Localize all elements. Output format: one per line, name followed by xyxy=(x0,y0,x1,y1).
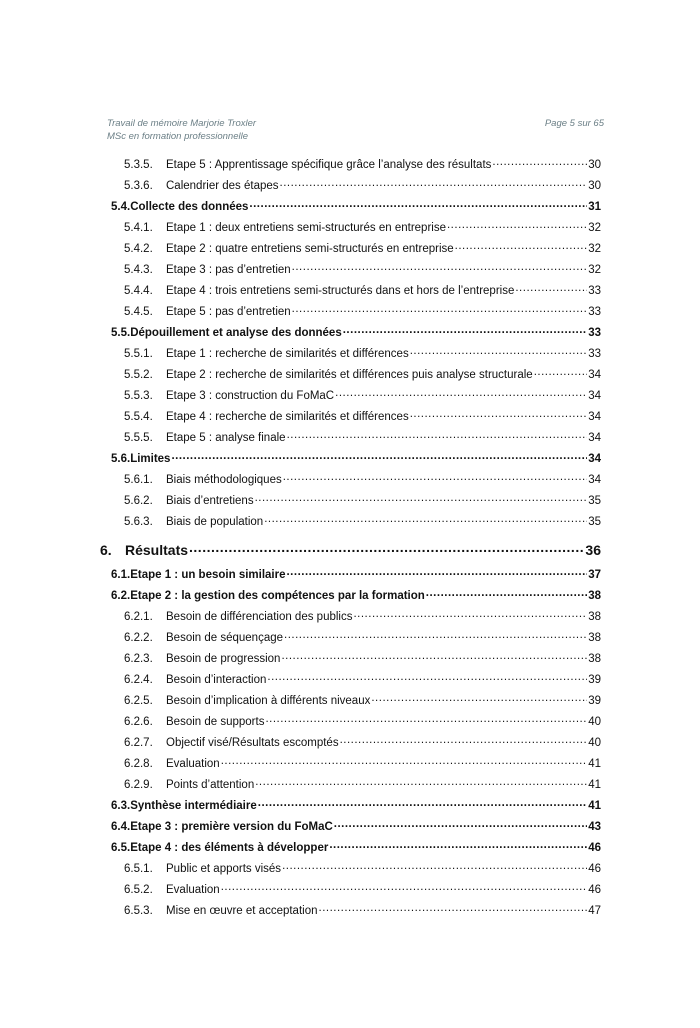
toc-entry[interactable] xyxy=(124,282,601,297)
toc-entry[interactable] xyxy=(124,240,601,255)
toc-entry[interactable] xyxy=(111,198,601,213)
toc-dot-leader xyxy=(515,282,587,294)
toc-entry[interactable] xyxy=(124,219,601,234)
header-document-title: Travail de mémoire Marjorie Troxler xyxy=(107,118,257,129)
toc-entry-page: 34 xyxy=(588,369,601,381)
toc-entry[interactable] xyxy=(124,629,601,644)
toc-entry[interactable] xyxy=(124,345,601,360)
toc-entry-page: 34 xyxy=(588,474,601,486)
toc-entry-page: 41 xyxy=(588,758,601,770)
toc-entry-title: Besoin de différenciation des publics xyxy=(166,611,353,623)
toc-entry-title: Etape 4 : recherche de similarités et différences xyxy=(166,411,409,423)
toc-entry-page: 47 xyxy=(588,905,601,917)
toc-entry[interactable] xyxy=(124,776,601,791)
toc-entry-number: 5.6. xyxy=(111,453,131,465)
toc-entry-page: 33 xyxy=(588,327,601,339)
toc-entry-title: Limites xyxy=(130,453,171,465)
toc-entry-number: 6.5.1. xyxy=(124,863,153,875)
toc-entry-number: 5.6.2. xyxy=(124,495,153,507)
toc-entry-title: Synthèse intermédiaire xyxy=(130,800,257,812)
toc-entry[interactable] xyxy=(124,492,601,507)
toc-entry-title: Besoin de supports xyxy=(166,716,265,728)
toc-entry-page: 34 xyxy=(588,390,601,402)
toc-dot-leader xyxy=(319,902,588,914)
toc-dot-leader xyxy=(335,387,587,399)
toc-dot-leader xyxy=(284,629,587,641)
toc-entry-page: 31 xyxy=(588,201,601,213)
toc-dot-leader xyxy=(255,776,587,788)
toc-entry-number: 5.4.3. xyxy=(124,264,153,276)
toc-entry-page: 32 xyxy=(588,243,601,255)
toc-dot-leader xyxy=(255,492,588,504)
toc-dot-leader xyxy=(455,240,588,252)
toc-entry[interactable] xyxy=(124,387,601,402)
toc-entry-number: 6.2.9. xyxy=(124,779,153,791)
toc-entry-number: 6.1. xyxy=(111,569,131,581)
toc-entry[interactable] xyxy=(124,650,601,665)
toc-entry-number: 5.5. xyxy=(111,327,131,339)
toc-entry-number: 6.3. xyxy=(111,800,131,812)
toc-entry[interactable] xyxy=(124,881,601,896)
toc-entry-number: 6.2.6. xyxy=(124,716,153,728)
toc-entry[interactable] xyxy=(124,471,601,486)
toc-entry-number: 5.5.3. xyxy=(124,390,153,402)
toc-dot-leader xyxy=(329,839,587,851)
toc-dot-leader xyxy=(410,345,588,357)
toc-entry-title: Objectif visé/Résultats escomptés xyxy=(166,737,339,749)
toc-entry-page: 33 xyxy=(588,348,601,360)
toc-entry-number: 6.2.8. xyxy=(124,758,153,770)
toc-entry[interactable] xyxy=(124,156,601,171)
toc-entry-page: 46 xyxy=(588,884,601,896)
toc-entry[interactable] xyxy=(100,541,601,558)
toc-entry-page: 34 xyxy=(588,411,601,423)
header-program: MSc en formation professionnelle xyxy=(107,131,248,142)
toc-entry[interactable] xyxy=(124,177,601,192)
toc-entry-page: 32 xyxy=(588,222,601,234)
toc-entry-title: Public et apports visés xyxy=(166,863,282,875)
toc-entry-title: Etape 1 : un besoin similaire xyxy=(130,569,286,581)
toc-entry-title: Etape 1 : deux entretiens semi-structurés en entreprise xyxy=(166,222,446,234)
toc-dot-leader xyxy=(287,429,588,441)
toc-entry-title: Etape 3 : pas d’entretien xyxy=(166,264,291,276)
toc-dot-leader xyxy=(258,797,587,809)
toc-entry-page: 33 xyxy=(588,285,601,297)
toc-entry[interactable] xyxy=(124,671,601,686)
toc-entry[interactable] xyxy=(124,734,601,749)
toc-entry[interactable] xyxy=(124,513,601,528)
toc-entry-title: Evaluation xyxy=(166,884,220,896)
toc-entry-number: 6.2.7. xyxy=(124,737,153,749)
toc-entry-page: 46 xyxy=(588,863,601,875)
toc-entry-page: 30 xyxy=(588,180,601,192)
toc-dot-leader xyxy=(282,860,587,872)
toc-entry-page: 43 xyxy=(588,821,601,833)
toc-entry-number: 6.5.3. xyxy=(124,905,153,917)
toc-dot-leader xyxy=(426,587,587,599)
toc-entry-title: Etape 2 : la gestion des compétences par la formation xyxy=(130,590,425,602)
toc-entry-title: Besoin de progression xyxy=(166,653,281,665)
toc-entry-title: Résultats xyxy=(125,542,189,558)
toc-entry-number: 5.6.1. xyxy=(124,474,153,486)
toc-entry[interactable] xyxy=(111,818,601,833)
toc-entry-number: 5.4.2. xyxy=(124,243,153,255)
toc-dot-leader xyxy=(283,471,587,483)
toc-entry-number: 6.2.4. xyxy=(124,674,153,686)
toc-entry-title: Etape 5 : analyse finale xyxy=(166,432,286,444)
toc-entry[interactable] xyxy=(124,408,601,423)
toc-entry-title: Collecte des données xyxy=(130,201,249,213)
toc-entry-page: 39 xyxy=(588,695,601,707)
toc-entry-number: 6.2. xyxy=(111,590,131,602)
toc-entry-title: Evaluation xyxy=(166,758,220,770)
toc-entry-title: Etape 5 : pas d’entretien xyxy=(166,306,291,318)
toc-entry-page: 40 xyxy=(588,737,601,749)
header-page-number: Page 5 sur 65 xyxy=(544,118,604,129)
toc-entry[interactable] xyxy=(124,429,601,444)
toc-dot-leader xyxy=(221,881,587,893)
toc-entry[interactable] xyxy=(124,902,601,917)
toc-entry[interactable] xyxy=(124,303,601,318)
toc-dot-leader xyxy=(264,513,587,525)
toc-entry-title: Etape 5 : Apprentissage spécifique grâce l’analyse des résultats xyxy=(166,159,492,171)
toc-entry-title: Etape 3 : construction du FoMaC xyxy=(166,390,335,402)
toc-dot-leader xyxy=(534,366,588,378)
toc-entry-title: Points d’attention xyxy=(166,779,255,791)
toc-dot-leader xyxy=(267,671,587,683)
toc-entry-title: Dépouillement et analyse des données xyxy=(130,327,342,339)
toc-dot-leader xyxy=(353,608,587,620)
toc-entry-title: Calendrier des étapes xyxy=(166,180,279,192)
toc-entry-number: 6.2.2. xyxy=(124,632,153,644)
toc-entry-page: 33 xyxy=(588,306,601,318)
toc-entry-page: 46 xyxy=(588,842,601,854)
toc-entry-number: 6.5. xyxy=(111,842,131,854)
toc-entry-title: Etape 2 : quatre entretiens semi-structurés en entreprise xyxy=(166,243,454,255)
toc-entry-title: Biais de population xyxy=(166,516,264,528)
toc-dot-leader xyxy=(371,692,587,704)
toc-entry-number: 5.3.5. xyxy=(124,159,153,171)
toc-dot-leader xyxy=(447,219,587,231)
page-header xyxy=(107,117,604,143)
toc-entry-page: 41 xyxy=(588,779,601,791)
toc-entry-number: 5.5.5. xyxy=(124,432,153,444)
toc-entry[interactable] xyxy=(124,692,601,707)
toc-entry-page: 40 xyxy=(588,716,601,728)
toc-entry-number: 5.3.6. xyxy=(124,180,153,192)
toc-entry-page: 35 xyxy=(588,516,601,528)
toc-entry-page: 35 xyxy=(588,495,601,507)
toc-entry-number: 5.4.1. xyxy=(124,222,153,234)
toc-entry-number: 5.4. xyxy=(111,201,131,213)
toc-dot-leader xyxy=(343,324,587,336)
toc-entry-page: 30 xyxy=(588,159,601,171)
toc-dot-leader xyxy=(292,261,588,273)
toc-dot-leader xyxy=(340,734,588,746)
toc-entry-page: 37 xyxy=(588,569,601,581)
toc-entry-title: Etape 4 : des éléments à développer xyxy=(130,842,329,854)
toc-entry[interactable] xyxy=(124,860,601,875)
toc-entry-title: Biais d’entretiens xyxy=(166,495,254,507)
toc-entry-number: 5.5.4. xyxy=(124,411,153,423)
toc-entry-page: 38 xyxy=(588,632,601,644)
toc-entry-title: Biais méthodologiques xyxy=(166,474,282,486)
toc-dot-leader xyxy=(410,408,588,420)
toc-entry-number: 6.4. xyxy=(111,821,131,833)
toc-dot-leader xyxy=(334,818,587,830)
toc-dot-leader xyxy=(189,541,584,555)
toc-entry-page: 39 xyxy=(588,674,601,686)
toc-entry-title: Besoin de séquençage xyxy=(166,632,284,644)
toc-entry-title: Mise en œuvre et acceptation xyxy=(166,905,318,917)
toc-entry-number: 6.5.2. xyxy=(124,884,153,896)
toc-entry[interactable] xyxy=(111,450,601,465)
toc-entry[interactable] xyxy=(124,366,601,381)
toc-entry-title: Besoin d’implication à différents niveaux xyxy=(166,695,371,707)
toc-dot-leader xyxy=(280,177,588,189)
toc-entry-number: 5.4.5. xyxy=(124,306,153,318)
toc-entry[interactable] xyxy=(124,608,601,623)
toc-entry-title: Etape 3 : première version du FoMaC xyxy=(130,821,333,833)
toc-entry[interactable] xyxy=(111,566,601,581)
toc-entry-page: 38 xyxy=(588,653,601,665)
toc-entry-page: 36 xyxy=(585,542,601,558)
toc-dot-leader xyxy=(286,566,587,578)
toc-dot-leader xyxy=(265,713,587,725)
toc-entry[interactable] xyxy=(124,755,601,770)
toc-entry[interactable] xyxy=(124,261,601,276)
toc-dot-leader xyxy=(171,450,587,462)
toc-dot-leader xyxy=(221,755,587,767)
toc-entry-number: 5.4.4. xyxy=(124,285,153,297)
toc-entry-page: 38 xyxy=(588,611,601,623)
toc-entry[interactable] xyxy=(111,839,601,854)
toc-entry-title: Etape 2 : recherche de similarités et différences puis analyse structurale xyxy=(166,369,533,381)
toc-entry-title: Besoin d’interaction xyxy=(166,674,267,686)
toc-entry[interactable] xyxy=(124,713,601,728)
toc-entry-page: 32 xyxy=(588,264,601,276)
toc-entry[interactable] xyxy=(111,324,601,339)
toc-entry-page: 34 xyxy=(588,432,601,444)
toc-entry-number: 6. xyxy=(100,542,112,558)
toc-entry[interactable] xyxy=(111,587,601,602)
toc-dot-leader xyxy=(249,198,587,210)
toc-entry[interactable] xyxy=(111,797,601,812)
toc-entry-page: 38 xyxy=(588,590,601,602)
toc-dot-leader xyxy=(492,156,587,168)
toc-entry-title: Etape 1 : recherche de similarités et différences xyxy=(166,348,409,360)
toc-entry-number: 6.2.3. xyxy=(124,653,153,665)
toc-dot-leader xyxy=(292,303,588,315)
toc-entry-number: 5.5.2. xyxy=(124,369,153,381)
toc-entry-number: 5.6.3. xyxy=(124,516,153,528)
toc-entry-page: 41 xyxy=(588,800,601,812)
toc-entry-number: 6.2.1. xyxy=(124,611,153,623)
toc-entry-number: 6.2.5. xyxy=(124,695,153,707)
toc-dot-leader xyxy=(281,650,587,662)
toc-entry-page: 34 xyxy=(588,453,601,465)
toc-entry-title: Etape 4 : trois entretiens semi-structurés dans et hors de l’entreprise xyxy=(166,285,515,297)
toc-entry-number: 5.5.1. xyxy=(124,348,153,360)
